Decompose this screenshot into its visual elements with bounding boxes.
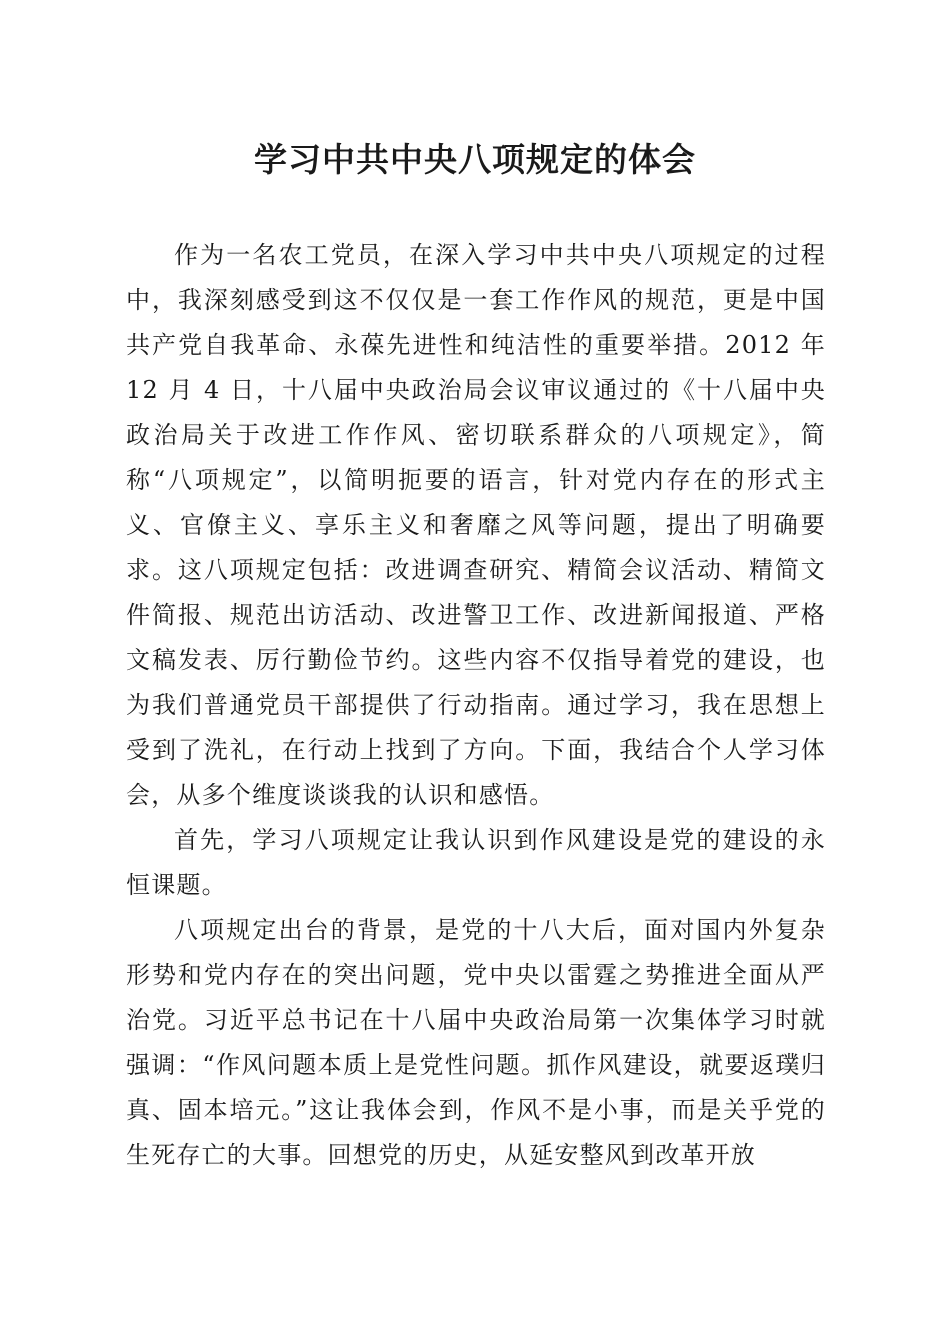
document-title: 学习中共中央八项规定的体会 bbox=[254, 140, 696, 179]
paragraph-first-point: 首先，学习八项规定让我认识到作风建设是党的建设的永恒课题。 bbox=[126, 826, 826, 899]
document-body bbox=[126, 233, 826, 1178]
paragraph-background: 八项规定出台的背景，是党的十八大后，面对国内外复杂形势和党内存在的突出问题，党中央以雷霆之势推进全面从严治党。习近平总书记在十八届中央政治局第一次集体学习时就强调：“作风问题本质上是党性问题。抓作风建设，就要返璞归真、固本培元。”这让我体会到，作风不是小事，而是关乎党的生死存亡的大事。回想党的历史，从延安整风到改革开放 bbox=[126, 916, 826, 1169]
paragraph-intro: 作为一名农工党员，在深入学习中共中央八项规定的过程中，我深刻感受到这不仅仅是一套工作作风的规范，更是中国共产党自我革命、永葆先进性和纯洁性的重要举措。2012 年 12 月 4 日，十八届中央政治局会议审议通过的《十八届中央政治局关于改进工作作风、密切联系群众的八项规定》，简称“八项规定”，以简明扼要的语言，针对党内存在的形式主义、官僚主义、享乐主义和奢靡之风等问题，提出了明确要求。这八项规定包括：改进调查研究、精简会议活动、精简文件简报、规范出访活动、改进警卫工作、改进新闻报道、严格文稿发表、厉行勤俭节约。这些内容不仅指导着党的建设，也为我们普通党员干部提供了行动指南。通过学习，我在思想上受到了洗礼，在行动上找到了方向。下面，我结合个人学习体会，从多个维度谈谈我的认识和感悟。 bbox=[126, 241, 826, 809]
